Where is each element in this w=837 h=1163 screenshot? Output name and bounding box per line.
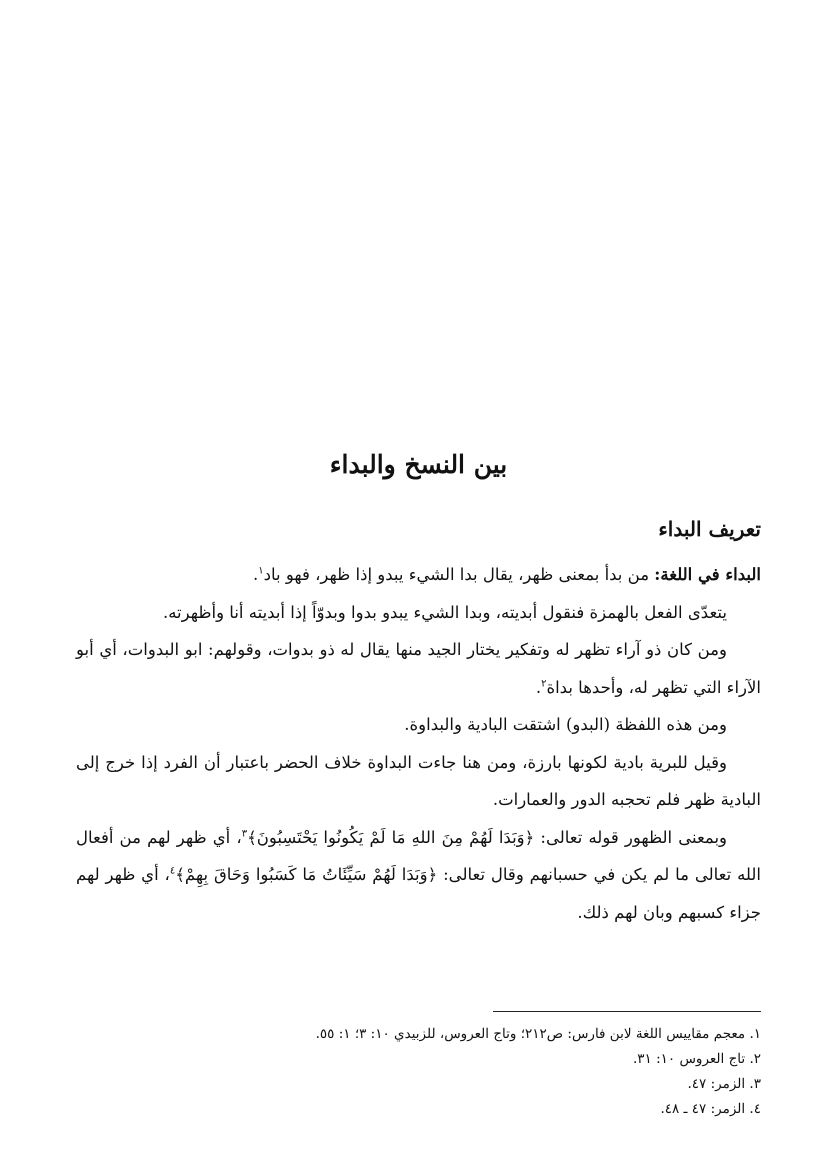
paragraph-derivation: ومن هذه اللفظة (البدو) اشتقت البادية والبداوة. (404, 715, 727, 734)
footnote-ref-1: ١ (258, 565, 264, 577)
footnote-ref-2: ٢ (541, 678, 547, 689)
paragraph-end: . (253, 565, 259, 584)
paragraph-lead: البداء في اللغة: (654, 565, 761, 584)
footnote-item: ٤. الزمر: ٤٧ ـ ٤٨. (660, 1101, 761, 1117)
verse-explanation: ، أي ظهر لهم جزاء كسبهم وبان لهم ذلك. (76, 865, 761, 922)
footnote-divider (493, 1011, 761, 1012)
footnote-ref-4: ٤ (169, 865, 176, 877)
paragraph-definition (76, 556, 761, 594)
verse-text-2: ، أي ظهر لهم من أفعال الله تعالى ما لم يكن في حسبانهم وقال تعالى: ﴿وَبَدَا لَهُمْ سَيِّئَاتُ مَا كَسَبُوا وَحَاقَ بِهِمْ﴾ (76, 827, 762, 884)
paragraph-opinions (76, 631, 761, 706)
paragraph-end: . (535, 677, 542, 697)
footnote-item: ٢. تاج العروس ١٠: ٣١. (632, 1051, 761, 1067)
paragraph-quran-verses (76, 819, 761, 932)
footnote-item: ١. معجم مقاييس اللغة لابن فارس: ص٢١٢؛ وتاج العروس، للزبيدي ١٠: ٣؛ ١: ٥٥. (315, 1026, 761, 1042)
footnote-ref-3: ٣ (241, 828, 248, 839)
paragraph-desert: وقيل للبرية بادية لكونها بارزة، ومن هنا جاءت البداوة خلاف الحضر باعتبار أن الفرد إذا خرج إلى البادية ظهر فلم تحجبه الدور والعمارات. (76, 752, 761, 809)
paragraph-transitive: يتعدّى الفعل بالهمزة فنقول أبديته، وبدا الشيء يبدو بدوا وبدوّاً إذا أبديته أنا وأظهرته. (162, 602, 727, 622)
page-title: بين النسخ والبداء (329, 450, 508, 479)
footnote-item: ٣. الزمر: ٤٧. (687, 1076, 761, 1092)
paragraph-text: ومن كان ذو آراء تظهر له وتفكير يختار الجيد منها يقال له ذو بدوات، وقولهم: ابو البدوات، أي أبو الآراء التي تظهر له، وأحدها بداة (76, 640, 761, 697)
paragraph-text: من بدأ بمعنى ظهر، يقال بدا الشيء يبدو إذا ظهر، فهو باد (263, 565, 655, 584)
footnotes-list (76, 1022, 761, 1122)
body-text (76, 556, 761, 931)
section-heading: تعريف البداء (658, 517, 761, 541)
verse-text-1: وبمعنى الظهور قوله تعالى: ﴿وَبَدَا لَهُمْ مِنَ اللهِ مَا لَمْ يَكُونُوا يَحْتَسِبُونَ﴾ (247, 827, 727, 847)
